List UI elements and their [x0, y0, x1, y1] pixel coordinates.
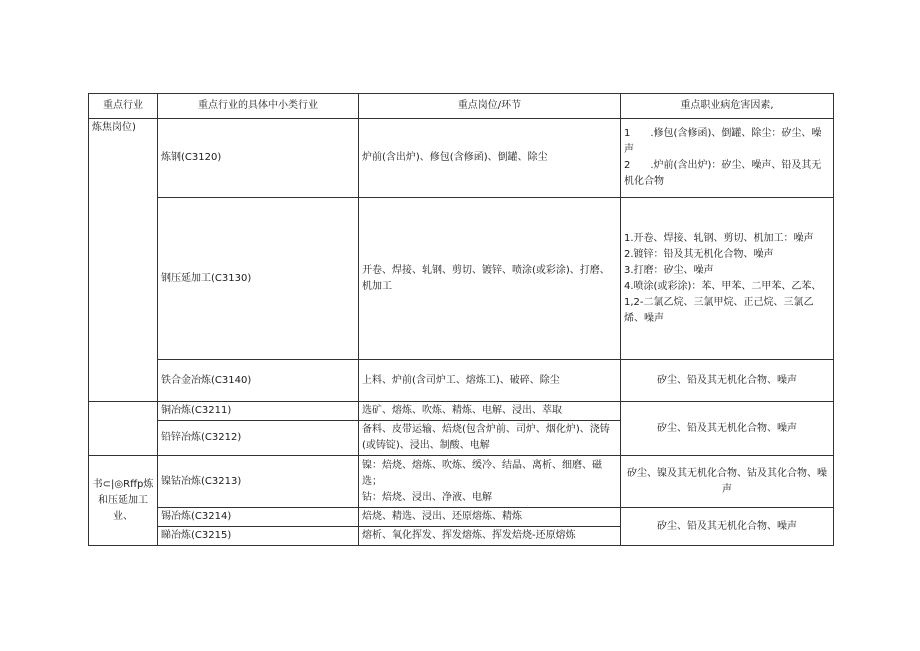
header-position: 重点岗位/环节 [359, 94, 621, 119]
sub-industry-cell: 睇冶炼(C3215) [158, 527, 359, 546]
hazard-cell [621, 198, 834, 360]
table-row [89, 119, 834, 198]
sub-industry-cell: 铁合金冶炼(C3140) [158, 360, 359, 402]
hazard-cell: 矽尘、镍及其无机化合物、钴及其化合物、噪声 [621, 456, 834, 508]
hazard-line: 2.镀锌：铅及其无机化合物、噪声 [624, 248, 774, 260]
sub-industry-cell: 铜冶炼(C3211) [158, 402, 359, 421]
sub-industry-cell: 钢压延加工(C3130) [158, 198, 359, 360]
table-row [89, 360, 834, 402]
hazard-cell: 矽尘、铅及其无机化合物、噪声 [621, 508, 834, 546]
position-line: 镍：焙烧、熔炼、吹炼、缓冷、结晶、离析、细磨、磁选； [362, 459, 602, 487]
position-cell [359, 456, 621, 508]
hazard-cell: 矽尘、铅及其无机化合物、噪声 [621, 360, 834, 402]
sub-industry-cell: 锡冶炼(C3214) [158, 508, 359, 527]
hazard-line: 2 .炉前(含出炉)：矽尘、噪声、铅及其无机化合物 [624, 160, 822, 187]
header-sub-industry: 重点行业的具体中小类行业 [158, 94, 359, 119]
industry-cell-empty [89, 402, 158, 456]
hazard-line: 1.开卷、焊接、轧钢、剪切、机加工：噪声 [624, 232, 814, 244]
table-row [89, 508, 834, 527]
header-row [89, 94, 834, 119]
position-cell: 备料、皮带运输、焙烧(包含炉前、司炉、烟化炉)、浇铸(或铸锭)、浸出、制酸、电解 [359, 421, 621, 456]
table-row [89, 456, 834, 508]
position-cell: 选矿、熔炼、吹炼、精炼、电解、浸出、萃取 [359, 402, 621, 421]
position-cell: 上料、炉前(含司炉工、熔炼工)、破碎、除尘 [359, 360, 621, 402]
header-industry: 重点行业 [89, 94, 158, 119]
position-line: 钴：焙烧、浸出、净液、电解 [362, 491, 492, 503]
industry-cell: 书⊂|◎Rffp炼和压延加工业、 [89, 456, 158, 546]
hazard-line: 4.喷涂(或彩涂)：苯、甲苯、二甲苯、乙苯、1,2-二氯乙烷、三氯甲烷、正己烷、三氯乙烯、噪声 [624, 280, 822, 324]
position-cell: 开卷、焊接、轧钢、剪切、镀锌、喷涂(或彩涂)、打磨、机加工 [359, 198, 621, 360]
table-row [89, 198, 834, 360]
hazard-cell: 矽尘、铅及其无机化合物、噪声 [621, 402, 834, 456]
position-cell: 炉前(含出炉)、修包(含修函)、倒罐、除尘 [359, 119, 621, 198]
hazard-cell [621, 119, 834, 198]
table-row [89, 402, 834, 421]
position-cell: 焙烧、精选、浸出、还原熔炼、精炼 [359, 508, 621, 527]
hazard-line: 3.打磨：矽尘、噪声 [624, 264, 714, 276]
sub-industry-cell: 铅锌冶炼(C3212) [158, 421, 359, 456]
sub-industry-cell: 镍钴冶炼(C3213) [158, 456, 359, 508]
position-cell: 熔析、氧化挥发、挥发熔炼、挥发焙烧-还原熔炼 [359, 527, 621, 546]
sub-industry-cell: 炼钢(C3120) [158, 119, 359, 198]
hazard-line: 1 .修包(含修函)、倒罐、除尘：矽尘、噪声 [624, 128, 822, 155]
header-hazard: 重点职业病危害因素, [621, 94, 834, 119]
industry-cell: 炼焦岗位) [89, 119, 158, 402]
hazard-table [88, 93, 834, 546]
